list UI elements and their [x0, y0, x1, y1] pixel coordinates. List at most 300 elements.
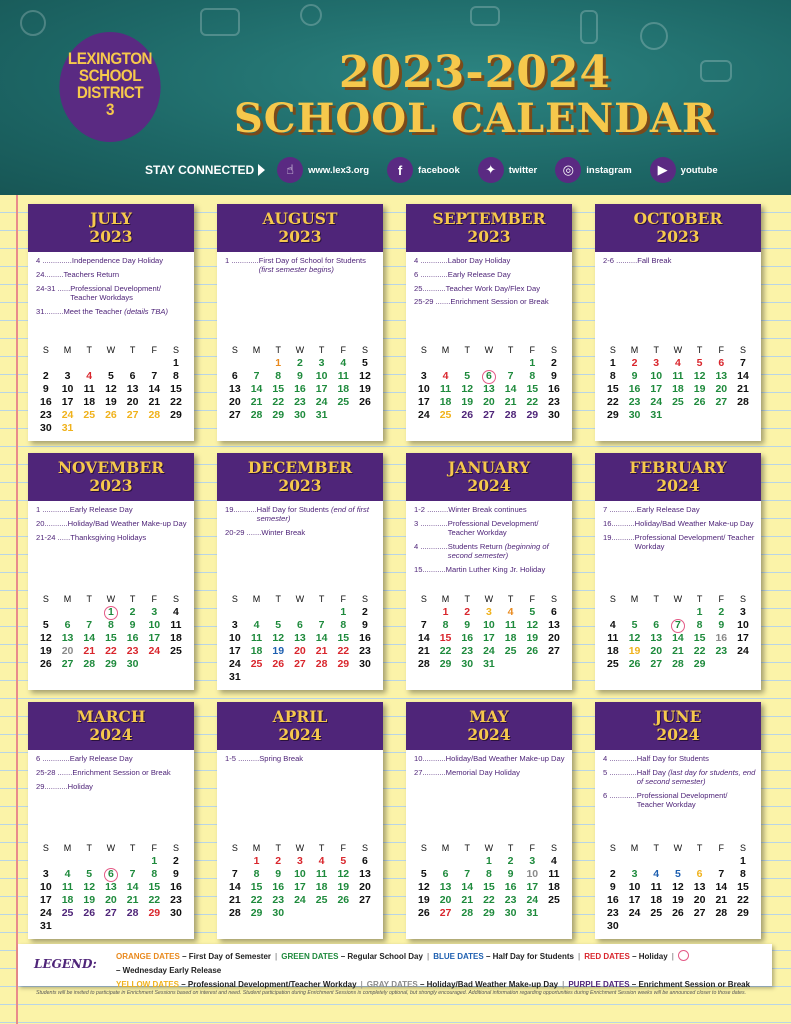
day-cell[interactable]: 12	[672, 881, 684, 893]
day-cell[interactable]: 30	[461, 658, 474, 670]
day-cell[interactable]: 3	[318, 357, 325, 369]
day-cell[interactable]: 26	[461, 409, 474, 421]
day-cell[interactable]: 2	[173, 855, 179, 867]
day-cell[interactable]: 9	[296, 370, 303, 382]
day-cell[interactable]: 11	[170, 619, 182, 631]
day-cell[interactable]: 2	[609, 868, 616, 880]
day-cell[interactable]: 24	[418, 409, 430, 421]
day-cell[interactable]: 7	[151, 370, 158, 382]
day-cell[interactable]: 17	[526, 881, 539, 893]
day-cell[interactable]: 15	[526, 383, 539, 395]
day-cell[interactable]: 11	[250, 632, 263, 644]
day-cell[interactable]: 20	[548, 632, 560, 644]
day-cell[interactable]: 6	[231, 370, 238, 382]
day-cell[interactable]: 10	[315, 370, 328, 382]
day-cell[interactable]: 27	[229, 409, 241, 421]
day-cell[interactable]: 8	[740, 868, 746, 880]
day-cell[interactable]: 18	[250, 645, 263, 657]
day-cell[interactable]: 16	[461, 632, 474, 644]
day-cell[interactable]: 7	[231, 868, 238, 880]
day-cell[interactable]: 28	[315, 658, 328, 670]
day-cell[interactable]: 18	[315, 881, 328, 893]
day-cell[interactable]: 3	[420, 370, 427, 382]
day-cell[interactable]: 8	[151, 868, 158, 880]
day-cell[interactable]: 27	[650, 658, 663, 670]
day-cell[interactable]: 8	[529, 370, 536, 382]
day-cell[interactable]: 13	[715, 370, 728, 382]
day-cell[interactable]: 10	[294, 868, 306, 880]
day-cell[interactable]: 15	[483, 881, 495, 893]
day-cell[interactable]: 30	[359, 658, 371, 670]
day-cell[interactable]: 24	[628, 907, 641, 919]
day-cell[interactable]: 21	[229, 894, 241, 906]
day-cell[interactable]: 21	[461, 894, 474, 906]
day-cell[interactable]: 1	[696, 606, 703, 618]
day-cell[interactable]: 31	[315, 409, 328, 421]
day-cell[interactable]: 15	[250, 881, 263, 893]
day-cell[interactable]: 31	[40, 920, 52, 932]
day-cell[interactable]: 20	[229, 396, 241, 408]
day-cell[interactable]: 2	[631, 357, 638, 369]
day-cell[interactable]: 9	[551, 370, 557, 382]
day-cell[interactable]: 19	[83, 894, 96, 906]
day-cell[interactable]: 5	[420, 868, 427, 880]
day-cell[interactable]: 4	[674, 357, 681, 369]
day-cell[interactable]: 30	[548, 409, 560, 421]
day-cell[interactable]: 23	[272, 894, 285, 906]
day-cell[interactable]: 28	[715, 907, 728, 919]
day-cell[interactable]: 15	[148, 881, 161, 893]
day-cell[interactable]: 24	[483, 645, 495, 657]
day-cell[interactable]: 14	[148, 383, 161, 395]
day-cell[interactable]: 17	[650, 383, 663, 395]
day-cell[interactable]: 29	[250, 907, 263, 919]
day-cell[interactable]: 10	[483, 619, 495, 631]
day-cell[interactable]: 31	[526, 907, 539, 919]
day-cell[interactable]: 3	[529, 855, 536, 867]
day-cell[interactable]: 5	[275, 619, 282, 631]
day-cell[interactable]: 18	[607, 645, 619, 657]
day-cell[interactable]: 13	[294, 632, 306, 644]
day-cell[interactable]: 22	[439, 645, 452, 657]
day-cell[interactable]: 9	[173, 868, 179, 880]
day-cell[interactable]: 30	[607, 920, 619, 932]
day-cell[interactable]: 26	[693, 396, 706, 408]
day-cell[interactable]: 19	[526, 632, 539, 644]
day-cell[interactable]: 13	[126, 383, 139, 395]
day-cell[interactable]: 11	[607, 632, 619, 644]
day-cell[interactable]: 19	[461, 396, 474, 408]
day-cell[interactable]: 29	[439, 658, 452, 670]
day-cell[interactable]: 28	[148, 409, 161, 421]
day-cell[interactable]: 25	[672, 396, 684, 408]
day-cell[interactable]: 26	[83, 907, 96, 919]
day-cell[interactable]: 11	[61, 881, 74, 893]
day-cell[interactable]: 16	[548, 383, 560, 395]
day-cell[interactable]: 24	[315, 396, 328, 408]
day-cell[interactable]: 17	[418, 396, 430, 408]
day-cell[interactable]: 19	[105, 396, 117, 408]
day-cell[interactable]: 30	[294, 409, 306, 421]
day-cell[interactable]: 19	[672, 894, 684, 906]
day-cell[interactable]: 12	[693, 370, 706, 382]
day-cell[interactable]: 2	[296, 357, 303, 369]
day-cell[interactable]: 26	[672, 907, 684, 919]
day-cell[interactable]: 21	[315, 645, 328, 657]
day-cell[interactable]: 13	[229, 383, 241, 395]
day-cell[interactable]: 3	[151, 606, 158, 618]
day-cell[interactable]: 25	[337, 396, 350, 408]
day-cell[interactable]: 19	[272, 645, 285, 657]
day-cell[interactable]: 16	[607, 894, 619, 906]
day-cell[interactable]: 12	[461, 383, 474, 395]
day-cell[interactable]: 23	[461, 645, 474, 657]
day-cell[interactable]: 1	[442, 606, 449, 618]
day-cell[interactable]: 2	[275, 855, 282, 867]
day-cell[interactable]: 14	[672, 632, 684, 644]
day-cell[interactable]: 1	[609, 357, 616, 369]
day-cell[interactable]: 9	[464, 619, 471, 631]
day-cell[interactable]: 9	[718, 619, 725, 631]
day-cell[interactable]: 14	[461, 881, 474, 893]
day-cell[interactable]: 27	[548, 645, 560, 657]
day-cell[interactable]: 10	[40, 881, 52, 893]
day-cell[interactable]: 27	[715, 396, 728, 408]
day-cell[interactable]: 6	[718, 357, 725, 369]
day-cell[interactable]: 9	[631, 370, 638, 382]
day-cell[interactable]: 12	[628, 632, 641, 644]
day-cell[interactable]: 22	[607, 396, 619, 408]
day-cell[interactable]: 3	[740, 606, 746, 618]
day-cell[interactable]: 26	[337, 894, 350, 906]
day-cell[interactable]: 16	[294, 383, 306, 395]
day-cell[interactable]: 3	[296, 855, 303, 867]
day-cell[interactable]: 14	[737, 370, 749, 382]
day-cell[interactable]: 5	[107, 370, 114, 382]
day-cell[interactable]: 26	[526, 645, 539, 657]
day-cell[interactable]: 26	[418, 907, 430, 919]
day-cell[interactable]	[667, 619, 689, 632]
day-cell[interactable]: 6	[296, 619, 303, 631]
day-cell[interactable]: 21	[504, 396, 517, 408]
day-cell[interactable]: 1	[151, 855, 158, 867]
twitter-link[interactable]: ✦ twitter	[478, 157, 538, 183]
day-cell[interactable]: 2	[362, 606, 368, 618]
day-cell[interactable]: 8	[173, 370, 179, 382]
day-cell[interactable]: 29	[148, 907, 161, 919]
day-cell[interactable]: 8	[696, 619, 703, 631]
day-cell[interactable]: 4	[609, 619, 616, 631]
day-cell[interactable]: 24	[40, 907, 52, 919]
day-cell[interactable]: 11	[505, 619, 517, 631]
day-cell[interactable]: 2	[42, 370, 49, 382]
day-cell[interactable]: 4	[653, 868, 660, 880]
day-cell[interactable]: 15	[439, 632, 452, 644]
day-cell[interactable]: 4	[64, 868, 71, 880]
day-cell[interactable]: 5	[340, 855, 347, 867]
day-cell[interactable]: 7	[464, 868, 471, 880]
day-cell[interactable]: 27	[693, 907, 706, 919]
day-cell[interactable]: 14	[315, 632, 328, 644]
day-cell[interactable]: 7	[253, 370, 260, 382]
day-cell[interactable]: 23	[126, 645, 139, 657]
day-cell[interactable]: 23	[548, 396, 560, 408]
day-cell[interactable]: 10	[418, 383, 430, 395]
day-cell[interactable]: 18	[170, 632, 182, 644]
day-cell[interactable]: 29	[526, 409, 539, 421]
day-cell[interactable]: 8	[609, 370, 616, 382]
day-cell[interactable]: 7	[86, 619, 93, 631]
day-cell[interactable]: 3	[631, 868, 638, 880]
day-cell[interactable]: 11	[316, 868, 328, 880]
day-cell[interactable]: 12	[418, 881, 430, 893]
day-cell[interactable]: 12	[337, 868, 350, 880]
day-cell[interactable]: 17	[628, 894, 641, 906]
day-cell[interactable]: 3	[485, 606, 492, 618]
day-cell[interactable]: 6	[129, 370, 136, 382]
day-cell[interactable]: 19	[628, 645, 641, 657]
day-cell[interactable]: 31	[229, 671, 241, 683]
day-cell[interactable]: 22	[337, 645, 350, 657]
day-cell[interactable]: 21	[250, 396, 263, 408]
day-cell[interactable]: 11	[548, 868, 560, 880]
day-cell[interactable]: 6	[64, 619, 71, 631]
day-cell[interactable]: 7	[740, 357, 746, 369]
day-cell[interactable]: 20	[693, 894, 706, 906]
day-cell[interactable]: 28	[672, 658, 684, 670]
day-cell[interactable]: 10	[61, 383, 74, 395]
day-cell[interactable]: 9	[42, 383, 49, 395]
day-cell[interactable]: 24	[294, 894, 306, 906]
day-cell[interactable]: 22	[148, 894, 161, 906]
day-cell[interactable]: 10	[650, 370, 663, 382]
day-cell[interactable]: 27	[483, 409, 495, 421]
day-cell[interactable]: 1	[275, 357, 282, 369]
day-cell[interactable]: 10	[628, 881, 641, 893]
day-cell[interactable]: 13	[650, 632, 663, 644]
day-cell[interactable]: 9	[275, 868, 282, 880]
day-cell[interactable]: 16	[272, 881, 285, 893]
day-cell[interactable]: 8	[253, 868, 260, 880]
day-cell[interactable]: 13	[105, 881, 117, 893]
day-cell[interactable]: 4	[86, 370, 93, 382]
day-cell[interactable]: 7	[420, 619, 427, 631]
day-cell[interactable]: 16	[504, 881, 517, 893]
day-cell[interactable]: 15	[272, 383, 285, 395]
day-cell[interactable]: 10	[526, 868, 539, 880]
day-cell[interactable]: 19	[418, 894, 430, 906]
day-cell[interactable]: 23	[170, 894, 182, 906]
day-cell[interactable]: 17	[229, 645, 241, 657]
day-cell[interactable]: 17	[483, 632, 495, 644]
day-cell[interactable]: 3	[231, 619, 238, 631]
day-cell[interactable]: 15	[607, 383, 619, 395]
day-cell[interactable]: 15	[693, 632, 706, 644]
day-cell[interactable]: 22	[483, 894, 495, 906]
day-cell[interactable]: 12	[359, 370, 371, 382]
day-cell[interactable]: 4	[318, 855, 325, 867]
day-cell[interactable]: 17	[148, 632, 161, 644]
day-cell[interactable]: 7	[507, 370, 514, 382]
day-cell[interactable]: 17	[61, 396, 74, 408]
day-cell[interactable]: 19	[337, 881, 350, 893]
day-cell[interactable]: 6	[551, 606, 557, 618]
day-cell[interactable]: 22	[170, 396, 182, 408]
day-cell[interactable]: 25	[250, 658, 263, 670]
day-cell[interactable]: 11	[650, 881, 662, 893]
day-cell[interactable]: 11	[672, 370, 684, 382]
day-cell[interactable]: 18	[650, 894, 663, 906]
day-cell[interactable]: 28	[461, 907, 474, 919]
day-cell[interactable]: 27	[61, 658, 74, 670]
day-cell[interactable]: 17	[315, 383, 328, 395]
day-cell[interactable]: 13	[359, 868, 371, 880]
day-cell[interactable]: 8	[442, 619, 449, 631]
day-cell[interactable]: 20	[650, 645, 663, 657]
day-cell[interactable]: 24	[650, 396, 663, 408]
day-cell[interactable]: 25	[650, 907, 663, 919]
day-cell[interactable]: 16	[170, 881, 182, 893]
day-cell[interactable]: 12	[83, 881, 96, 893]
day-cell[interactable]: 23	[715, 645, 728, 657]
youtube-link[interactable]: ▶ youtube	[650, 157, 718, 183]
day-cell[interactable]: 10	[737, 619, 749, 631]
day-cell[interactable]: 24	[229, 658, 241, 670]
day-cell[interactable]: 5	[362, 357, 368, 369]
day-cell[interactable]: 30	[628, 409, 641, 421]
day-cell[interactable]: 14	[229, 881, 241, 893]
day-cell[interactable]: 27	[439, 907, 452, 919]
day-cell[interactable]: 4	[173, 606, 179, 618]
day-cell[interactable]: 1	[485, 855, 492, 867]
day-cell[interactable]: 6	[442, 868, 449, 880]
day-cell[interactable]: 28	[737, 396, 749, 408]
day-cell[interactable]: 4	[551, 855, 557, 867]
day-cell[interactable]: 5	[631, 619, 638, 631]
day-cell[interactable]: 2	[464, 606, 471, 618]
day-cell[interactable]: 18	[61, 894, 74, 906]
day-cell[interactable]: 29	[693, 658, 706, 670]
day-cell[interactable]: 14	[715, 881, 728, 893]
day-cell[interactable]: 9	[507, 868, 514, 880]
day-cell[interactable]: 23	[40, 409, 52, 421]
day-cell[interactable]: 20	[61, 645, 74, 657]
day-cell[interactable]: 30	[126, 658, 139, 670]
day-cell[interactable]: 18	[337, 383, 350, 395]
day-cell[interactable]: 21	[672, 645, 684, 657]
day-cell[interactable]: 2	[718, 606, 725, 618]
day-cell[interactable]: 25	[170, 645, 182, 657]
day-cell[interactable]: 16	[628, 383, 641, 395]
day-cell[interactable]: 20	[105, 894, 117, 906]
day-cell[interactable]: 13	[548, 619, 560, 631]
day-cell[interactable]: 11	[439, 383, 452, 395]
day-cell[interactable]: 11	[337, 370, 349, 382]
day-cell[interactable]: 6	[362, 855, 368, 867]
day-cell[interactable]: 15	[737, 881, 749, 893]
day-cell[interactable]: 23	[359, 645, 371, 657]
day-cell[interactable]: 5	[696, 357, 703, 369]
day-cell[interactable]: 22	[250, 894, 263, 906]
day-cell[interactable]: 2	[551, 357, 557, 369]
day-cell[interactable]: 25	[61, 907, 74, 919]
day-cell[interactable]: 1	[340, 606, 347, 618]
day-cell[interactable]: 6	[696, 868, 703, 880]
day-cell[interactable]: 5	[674, 868, 681, 880]
day-cell[interactable]: 30	[40, 422, 52, 434]
day-cell[interactable]: 28	[250, 409, 263, 421]
day-cell[interactable]: 3	[64, 370, 71, 382]
day-cell[interactable]: 13	[439, 881, 452, 893]
day-cell[interactable]: 19	[40, 645, 52, 657]
day-cell[interactable]: 21	[737, 383, 749, 395]
day-cell[interactable]: 19	[359, 383, 371, 395]
day-cell[interactable]: 22	[737, 894, 749, 906]
day-cell[interactable]: 26	[40, 658, 52, 670]
day-cell[interactable]: 26	[628, 658, 641, 670]
day-cell[interactable]: 18	[548, 881, 560, 893]
day-cell[interactable]: 10	[148, 619, 161, 631]
day-cell[interactable]: 28	[229, 907, 241, 919]
day-cell[interactable]: 20	[294, 645, 306, 657]
day-cell[interactable]: 14	[126, 881, 139, 893]
day-cell[interactable]: 18	[439, 396, 452, 408]
day-cell[interactable]: 12	[105, 383, 117, 395]
day-cell[interactable]: 26	[272, 658, 285, 670]
day-cell[interactable]: 28	[126, 907, 139, 919]
day-cell[interactable]: 17	[40, 894, 52, 906]
day-cell[interactable]: 29	[483, 907, 495, 919]
day-cell[interactable]: 5	[529, 606, 536, 618]
day-cell[interactable]: 24	[61, 409, 74, 421]
day-cell[interactable]: 28	[418, 658, 430, 670]
day-cell[interactable]: 4	[253, 619, 260, 631]
day-cell[interactable]: 23	[504, 894, 517, 906]
day-cell[interactable]: 3	[653, 357, 660, 369]
day-cell[interactable]: 21	[148, 396, 161, 408]
day-cell[interactable]: 29	[607, 409, 619, 421]
instagram-link[interactable]: ◎ instagram	[555, 157, 631, 183]
day-cell[interactable]: 18	[672, 383, 684, 395]
day-cell[interactable]: 20	[126, 396, 139, 408]
day-cell[interactable]: 14	[418, 632, 430, 644]
day-cell[interactable]: 23	[294, 396, 306, 408]
day-cell[interactable]: 30	[504, 907, 517, 919]
day-cell[interactable]: 27	[126, 409, 139, 421]
day-cell[interactable]: 20	[715, 383, 728, 395]
day-cell[interactable]: 9	[129, 619, 136, 631]
day-cell[interactable]: 4	[340, 357, 347, 369]
day-cell[interactable]: 18	[504, 632, 517, 644]
day-cell[interactable]: 28	[504, 409, 517, 421]
day-cell[interactable]: 21	[83, 645, 96, 657]
day-cell[interactable]: 8	[275, 370, 282, 382]
day-cell[interactable]: 13	[61, 632, 74, 644]
day-cell[interactable]: 21	[126, 894, 139, 906]
day-cell[interactable]: 26	[359, 396, 371, 408]
day-cell[interactable]: 31	[483, 658, 495, 670]
day-cell[interactable]: 10	[229, 632, 241, 644]
day-cell[interactable]: 22	[526, 396, 539, 408]
day-cell[interactable]: 17	[294, 881, 306, 893]
day-cell[interactable]: 28	[83, 658, 96, 670]
facebook-link[interactable]: f facebook	[387, 157, 460, 183]
day-cell[interactable]: 12	[40, 632, 52, 644]
day-cell[interactable]: 2	[129, 606, 136, 618]
day-cell[interactable]: 8	[340, 619, 347, 631]
day-cell[interactable]: 29	[170, 409, 182, 421]
day-cell[interactable]: 6	[653, 619, 660, 631]
